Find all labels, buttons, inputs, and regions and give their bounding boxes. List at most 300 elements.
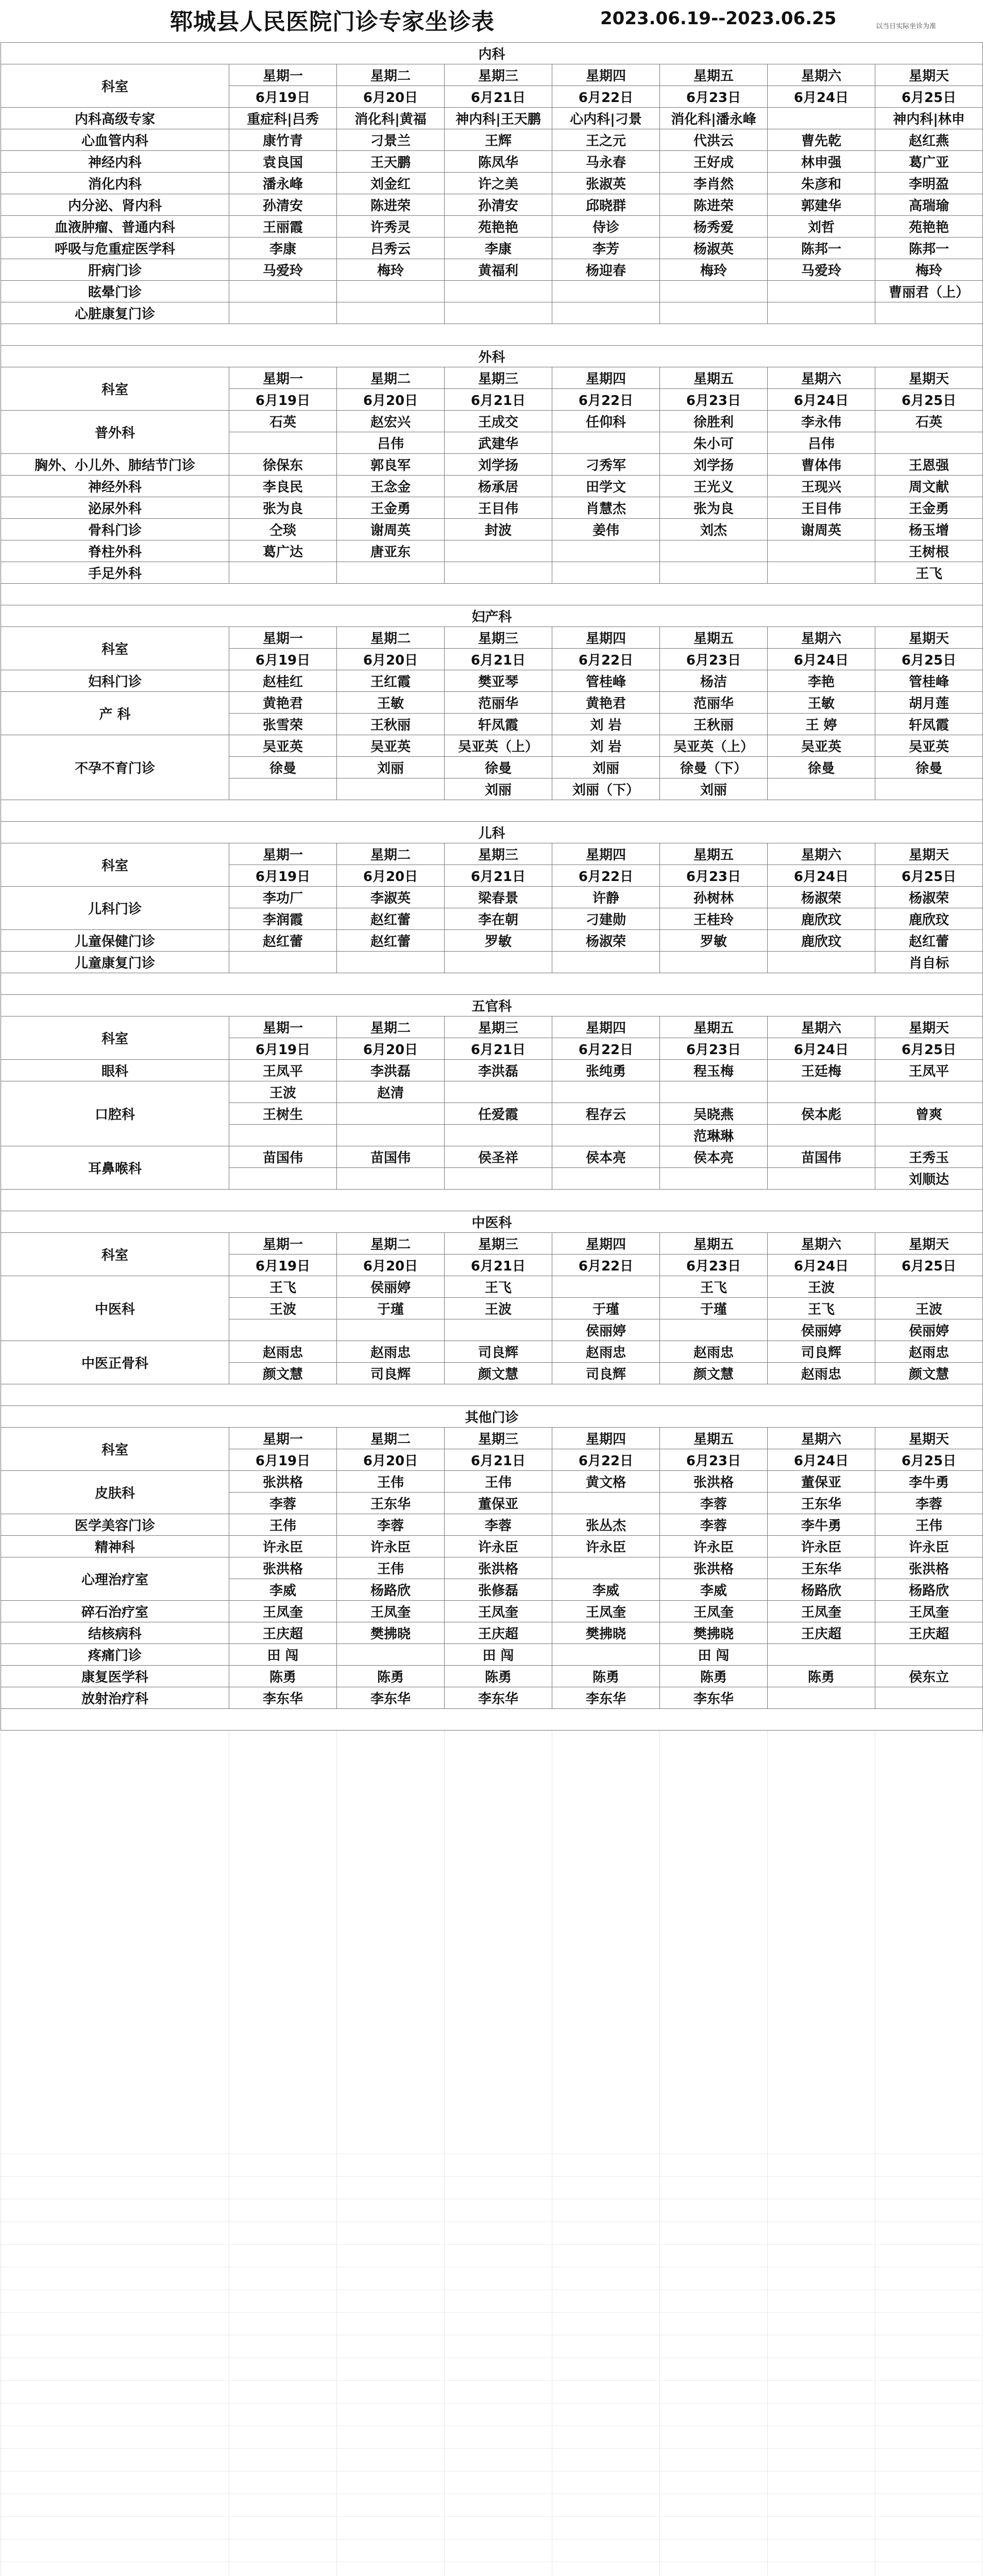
- doctor-cell: [229, 432, 337, 454]
- date-header: 6月20日: [337, 865, 445, 887]
- doctor-cell: 侯本亮: [552, 1146, 660, 1168]
- doctor-cell: 侯本彪: [768, 1103, 875, 1125]
- doctor-cell: 田 闯: [660, 1644, 768, 1666]
- dept-name: 泌尿外科: [1, 497, 229, 519]
- doctor-cell: 王飞: [875, 562, 983, 584]
- doctor-cell: 李功厂: [229, 887, 337, 908]
- doctor-cell: 王目伟: [445, 497, 552, 519]
- doctor-cell: 杨淑荣: [875, 887, 983, 908]
- doctor-cell: 李蓉: [875, 1493, 983, 1514]
- doctor-cell: [552, 281, 660, 302]
- doctor-cell: 王凤奎: [337, 1601, 445, 1622]
- doctor-cell: [229, 1168, 337, 1190]
- doctor-cell: [445, 281, 552, 302]
- weekday-header: 星期三: [445, 1016, 552, 1038]
- doctor-cell: [445, 540, 552, 562]
- section-title: 五官科: [1, 995, 983, 1016]
- doctor-cell: 王伟: [229, 1514, 337, 1536]
- section-title: 内科: [1, 43, 983, 64]
- doctor-cell: [660, 302, 768, 324]
- doctor-cell: [768, 1168, 875, 1190]
- doctor-cell: 陈勇: [552, 1666, 660, 1687]
- doctor-cell: 杨淑荣: [768, 887, 875, 908]
- table-row: [1, 562, 983, 584]
- doctor-cell: 杨迎春: [552, 259, 660, 281]
- doctor-cell: 轩凤霞: [445, 714, 552, 735]
- doctor-cell: 管桂峰: [552, 670, 660, 692]
- doctor-cell: 李东华: [337, 1687, 445, 1709]
- doctor-cell: 王光义: [660, 476, 768, 497]
- doctor-cell: 苗国伟: [768, 1146, 875, 1168]
- weekday-header: 星期三: [445, 1233, 552, 1255]
- date-header: 6月23日: [660, 1038, 768, 1060]
- dept-name: 心理治疗室: [1, 1557, 229, 1601]
- doctor-cell: 陈勇: [229, 1666, 337, 1687]
- weekday-header-row: [1, 843, 983, 865]
- weekday-header: 星期四: [552, 367, 660, 389]
- doctor-cell: [337, 952, 445, 973]
- date-header: 6月20日: [337, 389, 445, 411]
- doctor-cell: [552, 1493, 660, 1514]
- weekday-header: 星期天: [875, 843, 983, 865]
- date-header: 6月21日: [445, 1449, 552, 1471]
- weekday-header: 星期三: [445, 1428, 552, 1449]
- dept-name: 产 科: [1, 692, 229, 735]
- weekday-header: 星期六: [768, 64, 875, 86]
- date-header: 6月23日: [660, 1255, 768, 1276]
- doctor-cell: 曹体伟: [768, 454, 875, 476]
- doctor-cell: 封波: [445, 519, 552, 540]
- spacer-cell: [1, 973, 983, 995]
- date-header: 6月19日: [229, 1449, 337, 1471]
- doctor-cell: 吕伟: [337, 432, 445, 454]
- doctor-cell: 侯丽婷: [768, 1319, 875, 1341]
- doctor-cell: 杨路欣: [875, 1579, 983, 1601]
- table-row: [1, 108, 983, 129]
- section-title: 妇产科: [1, 605, 983, 627]
- doctor-cell: 王飞: [229, 1276, 337, 1298]
- doctor-cell: 徐胜利: [660, 411, 768, 432]
- doctor-cell: 陈勇: [660, 1666, 768, 1687]
- doctor-cell: [768, 1687, 875, 1709]
- table-row: [1, 129, 983, 151]
- doctor-cell: 王飞: [445, 1276, 552, 1298]
- table-row: [1, 151, 983, 173]
- doctor-cell: 赵雨忠: [337, 1341, 445, 1363]
- doctor-cell: 侯本亮: [660, 1146, 768, 1168]
- doctor-cell: 赵红蕾: [337, 908, 445, 930]
- weekday-header: 星期天: [875, 64, 983, 86]
- weekday-header: 星期三: [445, 627, 552, 649]
- date-header: 6月20日: [337, 1038, 445, 1060]
- doctor-cell: 杨淑荣: [552, 930, 660, 952]
- section-title-row: [1, 1406, 983, 1428]
- doctor-cell: 周文献: [875, 476, 983, 497]
- doctor-cell: 范丽华: [445, 692, 552, 714]
- doctor-cell: 王波: [445, 1298, 552, 1319]
- doctor-cell: 刘丽（下）: [552, 778, 660, 800]
- doctor-cell: [337, 562, 445, 584]
- doctor-cell: [660, 1319, 768, 1341]
- doctor-cell: [445, 1125, 552, 1146]
- doctor-cell: 田 闯: [229, 1644, 337, 1666]
- table-row: [1, 173, 983, 194]
- doctor-cell: 苗国伟: [229, 1146, 337, 1168]
- doctor-cell: 刘丽: [337, 757, 445, 778]
- grid-row-line: [0, 2448, 983, 2449]
- doctor-cell: [552, 1081, 660, 1103]
- doctor-cell: 李东华: [660, 1687, 768, 1709]
- spacer-row: [1, 1190, 983, 1211]
- spacer-cell: [1, 1190, 983, 1211]
- doctor-cell: 石英: [875, 411, 983, 432]
- doctor-cell: 王秋丽: [337, 714, 445, 735]
- dept-name: 眼科: [1, 1060, 229, 1081]
- doctor-cell: 王伟: [337, 1557, 445, 1579]
- doctor-cell: 刁建勋: [552, 908, 660, 930]
- doctor-cell: [768, 952, 875, 973]
- doctor-cell: 杨承居: [445, 476, 552, 497]
- doctor-cell: 田学文: [552, 476, 660, 497]
- table-row: [1, 1146, 983, 1168]
- grid-column-line: [444, 1731, 445, 2576]
- spacer-row: [1, 800, 983, 822]
- date-header: 6月22日: [552, 389, 660, 411]
- doctor-cell: 许之美: [445, 173, 552, 194]
- doctor-cell: 张丛杰: [552, 1514, 660, 1536]
- date-header: 6月25日: [875, 389, 983, 411]
- doctor-cell: 李肖然: [660, 173, 768, 194]
- doctor-cell: [768, 1125, 875, 1146]
- doctor-cell: 孙清安: [229, 194, 337, 216]
- date-header: 6月23日: [660, 86, 768, 108]
- table-row: [1, 692, 983, 714]
- doctor-cell: 李蓉: [229, 1493, 337, 1514]
- weekday-header: 星期天: [875, 1016, 983, 1038]
- doctor-cell: 马爱玲: [768, 259, 875, 281]
- doctor-cell: 李在朝: [445, 908, 552, 930]
- doctor-cell: [552, 432, 660, 454]
- doctor-cell: 罗敏: [660, 930, 768, 952]
- doctor-cell: [875, 1125, 983, 1146]
- spacer-row: [1, 973, 983, 995]
- dept-name: 眩晕门诊: [1, 281, 229, 302]
- weekday-header: 星期二: [337, 1428, 445, 1449]
- doctor-cell: [229, 778, 337, 800]
- doctor-cell: 朱小可: [660, 432, 768, 454]
- doctor-cell: 梅玲: [337, 259, 445, 281]
- table-row: [1, 1644, 983, 1666]
- spacer-row: [1, 1709, 983, 1731]
- doctor-cell: 王东华: [337, 1493, 445, 1514]
- schedule-table: [1, 42, 983, 1731]
- doctor-cell: 马爱玲: [229, 259, 337, 281]
- doctor-cell: 刘学扬: [660, 454, 768, 476]
- date-header: 6月24日: [768, 865, 875, 887]
- doctor-cell: [660, 1081, 768, 1103]
- weekday-header-row: [1, 1016, 983, 1038]
- doctor-cell: [337, 1125, 445, 1146]
- section-title: 其他门诊: [1, 1406, 983, 1428]
- weekday-header: 星期六: [768, 1428, 875, 1449]
- doctor-cell: 黄文格: [552, 1471, 660, 1493]
- doctor-cell: 樊拂晓: [552, 1622, 660, 1644]
- weekday-header: 星期天: [875, 1428, 983, 1449]
- doctor-cell: 许永臣: [660, 1536, 768, 1557]
- weekday-header: 星期一: [229, 1016, 337, 1038]
- grid-row-line: [0, 2516, 983, 2517]
- doctor-cell: 鹿欣玟: [768, 930, 875, 952]
- doctor-cell: 张淑英: [552, 173, 660, 194]
- doctor-cell: [768, 281, 875, 302]
- doctor-cell: [768, 562, 875, 584]
- doctor-cell: 李蓉: [660, 1514, 768, 1536]
- date-header: 6月20日: [337, 1255, 445, 1276]
- doctor-cell: 赵红蕾: [229, 930, 337, 952]
- doctor-cell: 王东华: [768, 1493, 875, 1514]
- doctor-cell: 王天鹏: [337, 151, 445, 173]
- table-row: [1, 1060, 983, 1081]
- weekday-header: 星期五: [660, 1016, 768, 1038]
- weekday-header: 星期三: [445, 843, 552, 865]
- doctor-cell: 王凤平: [875, 1060, 983, 1081]
- doctor-cell: 王波: [875, 1298, 983, 1319]
- doctor-cell: 董保亚: [768, 1471, 875, 1493]
- doctor-cell: [552, 540, 660, 562]
- doctor-cell: 石英: [229, 411, 337, 432]
- dept-name: 消化内科: [1, 173, 229, 194]
- date-header: 6月24日: [768, 389, 875, 411]
- doctor-cell: 杨洁: [660, 670, 768, 692]
- doctor-cell: 刘丽: [552, 757, 660, 778]
- page-title: 郓城县人民医院门诊专家坐诊表: [170, 9, 495, 35]
- weekday-header: 星期三: [445, 367, 552, 389]
- doctor-cell: [552, 1644, 660, 1666]
- doctor-cell: 王庆超: [768, 1622, 875, 1644]
- date-header: 6月21日: [445, 389, 552, 411]
- dept-name: 口腔科: [1, 1081, 229, 1146]
- doctor-cell: 王伟: [337, 1471, 445, 1493]
- doctor-cell: 李蓉: [337, 1514, 445, 1536]
- doctor-cell: 苑艳艳: [875, 216, 983, 238]
- date-header: 6月25日: [875, 1449, 983, 1471]
- doctor-cell: 王秋丽: [660, 714, 768, 735]
- doctor-cell: 于瑾: [552, 1298, 660, 1319]
- doctor-cell: [875, 1644, 983, 1666]
- date-header: 6月20日: [337, 1449, 445, 1471]
- doctor-cell: 王敏: [768, 692, 875, 714]
- doctor-cell: 黄福利: [445, 259, 552, 281]
- table-row: [1, 1557, 983, 1579]
- date-header: 6月19日: [229, 649, 337, 670]
- doctor-cell: 徐曼: [229, 757, 337, 778]
- table-row: [1, 735, 983, 757]
- table-row: [1, 476, 983, 497]
- section-title-row: [1, 995, 983, 1016]
- dept-name: 放射治疗科: [1, 1687, 229, 1709]
- doctor-cell: [229, 281, 337, 302]
- doctor-cell: 王恩强: [875, 454, 983, 476]
- doctor-cell: [660, 1168, 768, 1190]
- doctor-cell: 王金勇: [337, 497, 445, 519]
- dept-name: 脊柱外科: [1, 540, 229, 562]
- doctor-cell: 葛广达: [229, 540, 337, 562]
- doctor-cell: 潘永峰: [229, 173, 337, 194]
- weekday-header: 星期一: [229, 64, 337, 86]
- doctor-cell: 林申强: [768, 151, 875, 173]
- weekday-header: 星期四: [552, 1428, 660, 1449]
- section-title-row: [1, 346, 983, 367]
- doctor-cell: 张洪格: [875, 1557, 983, 1579]
- doctor-cell: [445, 1081, 552, 1103]
- grid-column-line: [767, 1731, 768, 2576]
- grid-row-line: [0, 2176, 983, 2177]
- doctor-cell: 董保亚: [445, 1493, 552, 1514]
- dept-column-header: 科室: [1, 843, 229, 887]
- doctor-cell: 吴亚英: [875, 735, 983, 757]
- doctor-cell: [660, 540, 768, 562]
- doctor-cell: 郭建华: [768, 194, 875, 216]
- weekday-header: 星期四: [552, 843, 660, 865]
- doctor-cell: 李洪磊: [445, 1060, 552, 1081]
- doctor-cell: 司良辉: [552, 1363, 660, 1384]
- doctor-cell: 侯丽婷: [552, 1319, 660, 1341]
- dept-name: 血液肿瘤、普通内科: [1, 216, 229, 238]
- doctor-cell: 梁春景: [445, 887, 552, 908]
- date-header: 6月23日: [660, 1449, 768, 1471]
- doctor-cell: 孙清安: [445, 194, 552, 216]
- weekday-header-row: [1, 627, 983, 649]
- doctor-cell: 马永春: [552, 151, 660, 173]
- doctor-cell: 刘 岩: [552, 714, 660, 735]
- doctor-cell: 李康: [229, 238, 337, 259]
- date-header: 6月20日: [337, 86, 445, 108]
- dept-name: 心脏康复门诊: [1, 302, 229, 324]
- doctor-cell: 陈勇: [768, 1666, 875, 1687]
- doctor-cell: 司良辉: [337, 1363, 445, 1384]
- doctor-cell: 刘丽: [660, 778, 768, 800]
- doctor-cell: 王念金: [337, 476, 445, 497]
- doctor-cell: 于瑾: [337, 1298, 445, 1319]
- doctor-cell: 许永臣: [445, 1536, 552, 1557]
- doctor-cell: 罗敏: [445, 930, 552, 952]
- doctor-cell: [875, 778, 983, 800]
- doctor-cell: 赵红蕾: [337, 930, 445, 952]
- doctor-cell: 徐曼: [768, 757, 875, 778]
- table-row: [1, 1276, 983, 1298]
- doctor-cell: 管桂峰: [875, 670, 983, 692]
- spacer-cell: [1, 1384, 983, 1406]
- doctor-cell: 刘学扬: [445, 454, 552, 476]
- table-row: [1, 1666, 983, 1687]
- doctor-cell: 李艳: [768, 670, 875, 692]
- date-header: 6月22日: [552, 1449, 660, 1471]
- doctor-cell: 李洪磊: [337, 1060, 445, 1081]
- weekday-header-row: [1, 64, 983, 86]
- doctor-cell: [337, 302, 445, 324]
- doctor-cell: 孙树林: [660, 887, 768, 908]
- weekday-header: 星期六: [768, 627, 875, 649]
- title-bar: [0, 0, 983, 42]
- doctor-cell: 苑艳艳: [445, 216, 552, 238]
- dept-name: 骨科门诊: [1, 519, 229, 540]
- spacer-cell: [1, 1709, 983, 1731]
- weekday-header: 星期四: [552, 64, 660, 86]
- spacer-cell: [1, 324, 983, 346]
- doctor-cell: 王红霞: [337, 670, 445, 692]
- doctor-cell: 司良辉: [768, 1341, 875, 1363]
- doctor-cell: 吴亚英（上）: [445, 735, 552, 757]
- doctor-cell: 王凤奎: [660, 1601, 768, 1622]
- doctor-cell: [875, 432, 983, 454]
- doctor-cell: [768, 778, 875, 800]
- doctor-cell: 吕秀云: [337, 238, 445, 259]
- doctor-cell: 吴亚英: [768, 735, 875, 757]
- grid-row-line: [0, 2380, 983, 2381]
- table-row: [1, 454, 983, 476]
- doctor-cell: 杨路欣: [768, 1579, 875, 1601]
- date-header: 6月23日: [660, 389, 768, 411]
- doctor-cell: 神内科|王天鹏: [445, 108, 552, 129]
- doctor-cell: [445, 1319, 552, 1341]
- doctor-cell: 李明盈: [875, 173, 983, 194]
- doctor-cell: [552, 952, 660, 973]
- doctor-cell: [337, 1168, 445, 1190]
- doctor-cell: [229, 1319, 337, 1341]
- doctor-cell: 许静: [552, 887, 660, 908]
- doctor-cell: [875, 1081, 983, 1103]
- weekday-header: 星期一: [229, 1233, 337, 1255]
- doctor-cell: 张修磊: [445, 1579, 552, 1601]
- doctor-cell: 邱晓群: [552, 194, 660, 216]
- doctor-cell: 于瑾: [660, 1298, 768, 1319]
- doctor-cell: 李淑英: [337, 887, 445, 908]
- doctor-cell: 范丽华: [660, 692, 768, 714]
- weekday-header: 星期二: [337, 843, 445, 865]
- doctor-cell: [768, 540, 875, 562]
- doctor-cell: 李蓉: [660, 1493, 768, 1514]
- table-row: [1, 952, 983, 973]
- doctor-cell: 心内科|刁景: [552, 108, 660, 129]
- doctor-cell: 代洪云: [660, 129, 768, 151]
- doctor-cell: 李威: [552, 1579, 660, 1601]
- doctor-cell: 唐亚东: [337, 540, 445, 562]
- doctor-cell: 神内科|林申: [875, 108, 983, 129]
- doctor-cell: 黄艳君: [229, 692, 337, 714]
- weekday-header: 星期二: [337, 1016, 445, 1038]
- date-header: 6月19日: [229, 389, 337, 411]
- doctor-cell: 鹿欣玟: [768, 908, 875, 930]
- grid-row-line: [0, 2312, 983, 2313]
- doctor-cell: 范琳琳: [660, 1125, 768, 1146]
- section-title: 儿科: [1, 822, 983, 843]
- doctor-cell: 李牛勇: [768, 1514, 875, 1536]
- doctor-cell: 陈勇: [337, 1666, 445, 1687]
- date-header: 6月21日: [445, 649, 552, 670]
- doctor-cell: 王凤奎: [445, 1601, 552, 1622]
- doctor-cell: [552, 1168, 660, 1190]
- doctor-cell: 谢周英: [337, 519, 445, 540]
- doctor-cell: 颜文慧: [445, 1363, 552, 1384]
- spacer-row: [1, 584, 983, 605]
- doctor-cell: 仝琰: [229, 519, 337, 540]
- weekday-header: 星期四: [552, 627, 660, 649]
- spacer-row: [1, 1384, 983, 1406]
- doctor-cell: 王凤奎: [552, 1601, 660, 1622]
- doctor-cell: [660, 562, 768, 584]
- date-header: 6月23日: [660, 649, 768, 670]
- doctor-cell: 侯圣祥: [445, 1146, 552, 1168]
